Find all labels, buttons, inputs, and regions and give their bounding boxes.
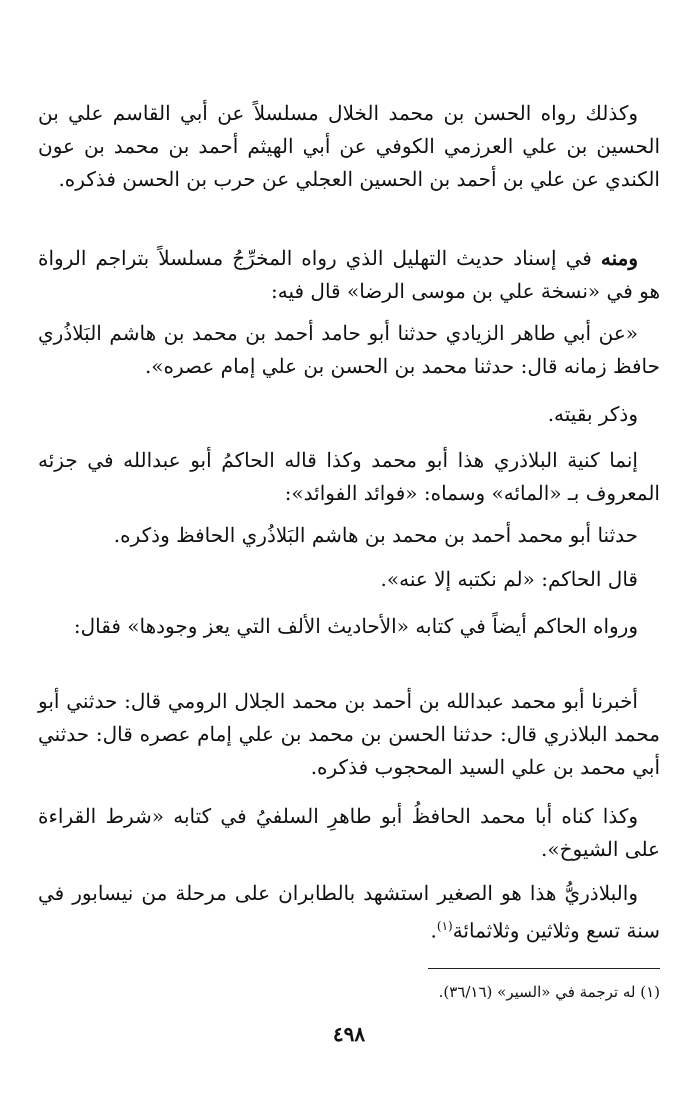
paragraph-5: حدثنا أبو محمد أحمد بن محمد بن هاشم البَلاذُري الحافظ وذكره. xyxy=(113,523,638,547)
paragraph-1: وكذلك رواه الحسن بن محمد الخلال مسلسلاً عن أبي القاسم علي بن الحسين بن علي العرزمي الكوفي عن أبي الهيثم أحمد بن محمد بن عون الكندي عن علي بن أحمد بن الحسين العجلي عن حرب بن الحسن فذكره. xyxy=(38,101,660,191)
paragraph-6: قال الحاكم: «لم نكتبه إلا عنه». xyxy=(380,567,638,591)
paragraph-3: وذكر بقيته. xyxy=(547,402,638,426)
paragraph-7: ورواه الحاكم أيضاً في كتابه «الأحاديث الألف التي يعز وجودها» فقال: xyxy=(73,614,638,638)
paragraph-2: ومنه في إسناد حديث التهليل الذي رواه المخرِّجُ مسلسلاً بتراجم الرواة هو في «نسخة علي بن موسى الرضا» قال فيه: xyxy=(38,246,660,303)
paragraph-lead: ومنه xyxy=(600,246,638,270)
footnote-separator xyxy=(428,968,660,969)
quote-paragraph-1: «عن أبي طاهر الزيادي حدثنا أبو حامد أحمد بن محمد بن هاشم البَلاذُري حافظ زمانه قال: حدثنا محمد بن الحسن بن علي إمام عصره». xyxy=(38,321,660,378)
page-number: ٤٩٨ xyxy=(332,1022,366,1046)
paragraph-4: إنما كنية البلاذري هذا أبو محمد وكذا قاله الحاكمُ أبو عبدالله في جزئه المعروف بـ «المائه» وسماه: «فوائد الفوائد»: xyxy=(38,448,660,505)
footnote: (١) له ترجمة في «السير» (٣٦/١٦). xyxy=(438,983,660,1001)
paragraph-10: والبلاذريُّ هذا هو الصغير استشهد بالطابران على مرحلة من نيسابور في سنة تسع وثلاثين وثلاثمائة$^{(١)}$. xyxy=(38,881,660,943)
footnote-ref[interactable]: (١) xyxy=(436,919,453,933)
paragraph-8: أخبرنا أبو محمد عبدالله بن أحمد بن محمد الجلال الرومي قال: حدثني أبو محمد البلاذري قال: حدثنا الحسن بن محمد بن علي إمام عصره قال: حدثني أبي محمد بن علي السيد المحجوب فذكره. xyxy=(38,689,660,779)
paragraph-9: وكذا كناه أبا محمد الحافظُ أبو طاهرِ السلفيُ في كتابه «شرط القراءة على الشيوخ». xyxy=(38,804,660,861)
